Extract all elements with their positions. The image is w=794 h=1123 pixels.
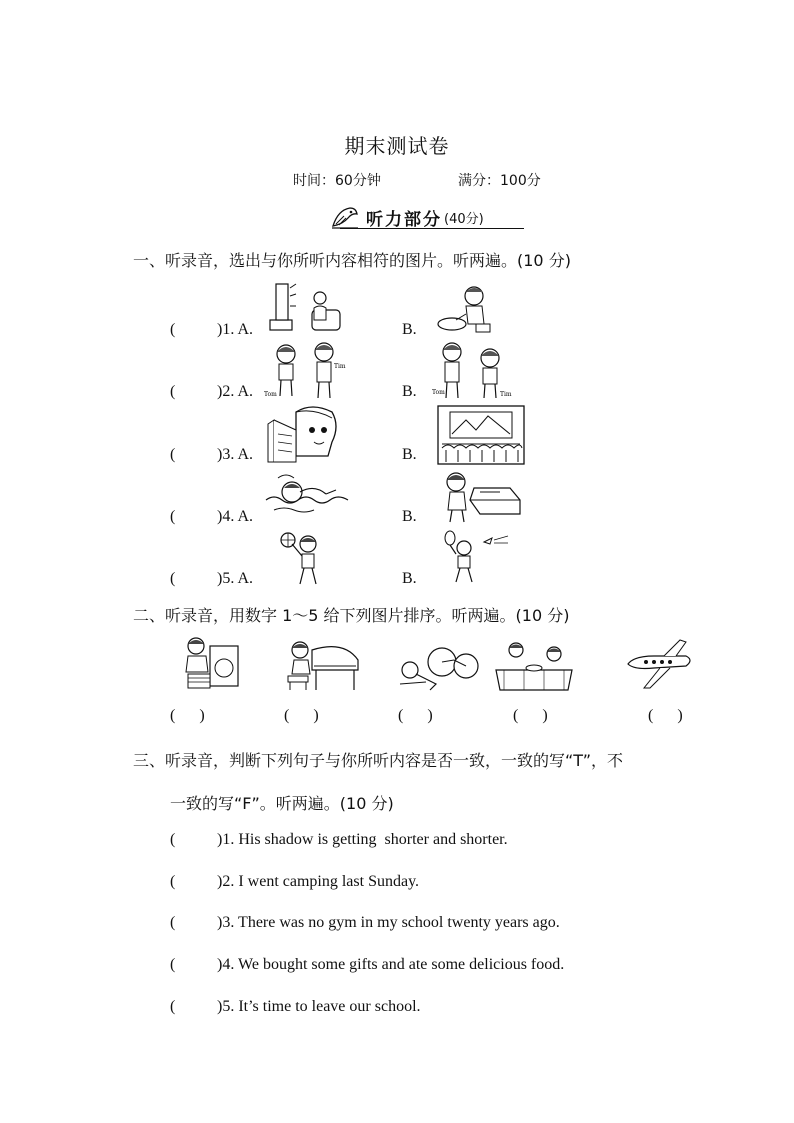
label-tim: Tim	[334, 363, 346, 370]
label-tom-b: Tom	[432, 389, 445, 396]
tv-watching-illustration	[268, 280, 348, 336]
washing-machine-illustration	[180, 636, 240, 692]
airplane-illustration	[624, 638, 696, 690]
dinner-table-illustration	[494, 640, 574, 692]
part-score: (40分)	[444, 211, 484, 227]
making-bed-illustration	[440, 470, 522, 526]
part-title: 听力部分	[366, 209, 442, 230]
exam-full-score: 满分：100分	[458, 173, 541, 189]
part-banner	[330, 203, 484, 231]
section3-title-line1: 三、听录音，判断下列句子与你所听内容是否一致，一致的写“T”，不	[133, 751, 624, 770]
s3-paren-1: (	[170, 831, 176, 848]
s1-paren-4: (	[170, 508, 176, 525]
girl-reading-illustration	[266, 404, 342, 464]
s2-blank-3[interactable]: ( )	[398, 707, 433, 724]
s1-item-3-b: B.	[402, 446, 417, 463]
s2-blank-5[interactable]: ( )	[648, 707, 683, 724]
s1-paren-5: (	[170, 570, 176, 587]
s1-paren-3: (	[170, 446, 176, 463]
s3-paren-2: (	[170, 873, 176, 890]
s3-item-5: )5. It’s time to leave our school.	[217, 998, 421, 1015]
s3-item-4: )4. We bought some gifts and ate some delicious food.	[217, 956, 565, 973]
s3-item-2: )2. I went camping last Sunday.	[217, 873, 420, 890]
s1-item-2: )2. A.	[217, 383, 253, 400]
s2-blank-4[interactable]: ( )	[513, 707, 548, 724]
tom-tim-a-illustration	[264, 342, 350, 400]
s1-paren-1: (	[170, 321, 176, 338]
exam-time: 时间：60分钟	[293, 173, 381, 189]
s3-item-3: )3. There was no gym in my school twenty years ago.	[217, 914, 560, 931]
s1-item-5: )5. A.	[217, 570, 253, 587]
bike-fall-illustration	[396, 640, 480, 692]
s3-item-1: )1. His shadow is getting shorter and shorter.	[217, 831, 508, 848]
label-tom: Tom	[264, 391, 277, 398]
section3-title-line2: 一致的写“F”。听两遍。(10 分)	[170, 794, 394, 813]
section1-title: 一、听录音，选出与你所听内容相符的图片。听两遍。(10 分)	[133, 251, 571, 270]
tom-tim-b-illustration	[432, 342, 518, 400]
s1-item-1-b: B.	[402, 321, 417, 338]
section2-title: 二、听录音，用数字 1～5 给下列图片排序。听两遍。(10 分)	[133, 606, 570, 625]
badminton-illustration	[440, 530, 512, 584]
label-tim-b: Tim	[500, 391, 512, 398]
s2-blank-1[interactable]: ( )	[170, 707, 205, 724]
boy-washing-illustration	[436, 284, 498, 336]
basketball-illustration	[278, 530, 324, 586]
s1-item-4: )4. A.	[217, 508, 253, 525]
s1-item-5-b: B.	[402, 570, 417, 587]
swimming-illustration	[264, 470, 350, 518]
window-scene-illustration	[436, 404, 526, 466]
s1-paren-2: (	[170, 383, 176, 400]
banner-rule	[340, 228, 524, 229]
s1-item-4-b: B.	[402, 508, 417, 525]
banner-underline	[330, 203, 390, 231]
page-title: 期末测试卷	[344, 134, 450, 158]
s2-blank-2[interactable]: ( )	[284, 707, 319, 724]
s1-item-2-b: B.	[402, 383, 417, 400]
s1-item-3: )3. A.	[217, 446, 253, 463]
s3-paren-3: (	[170, 914, 176, 931]
piano-illustration	[284, 636, 360, 692]
s3-paren-5: (	[170, 998, 176, 1015]
s3-paren-4: (	[170, 956, 176, 973]
s1-item-1: )1. A.	[217, 321, 253, 338]
